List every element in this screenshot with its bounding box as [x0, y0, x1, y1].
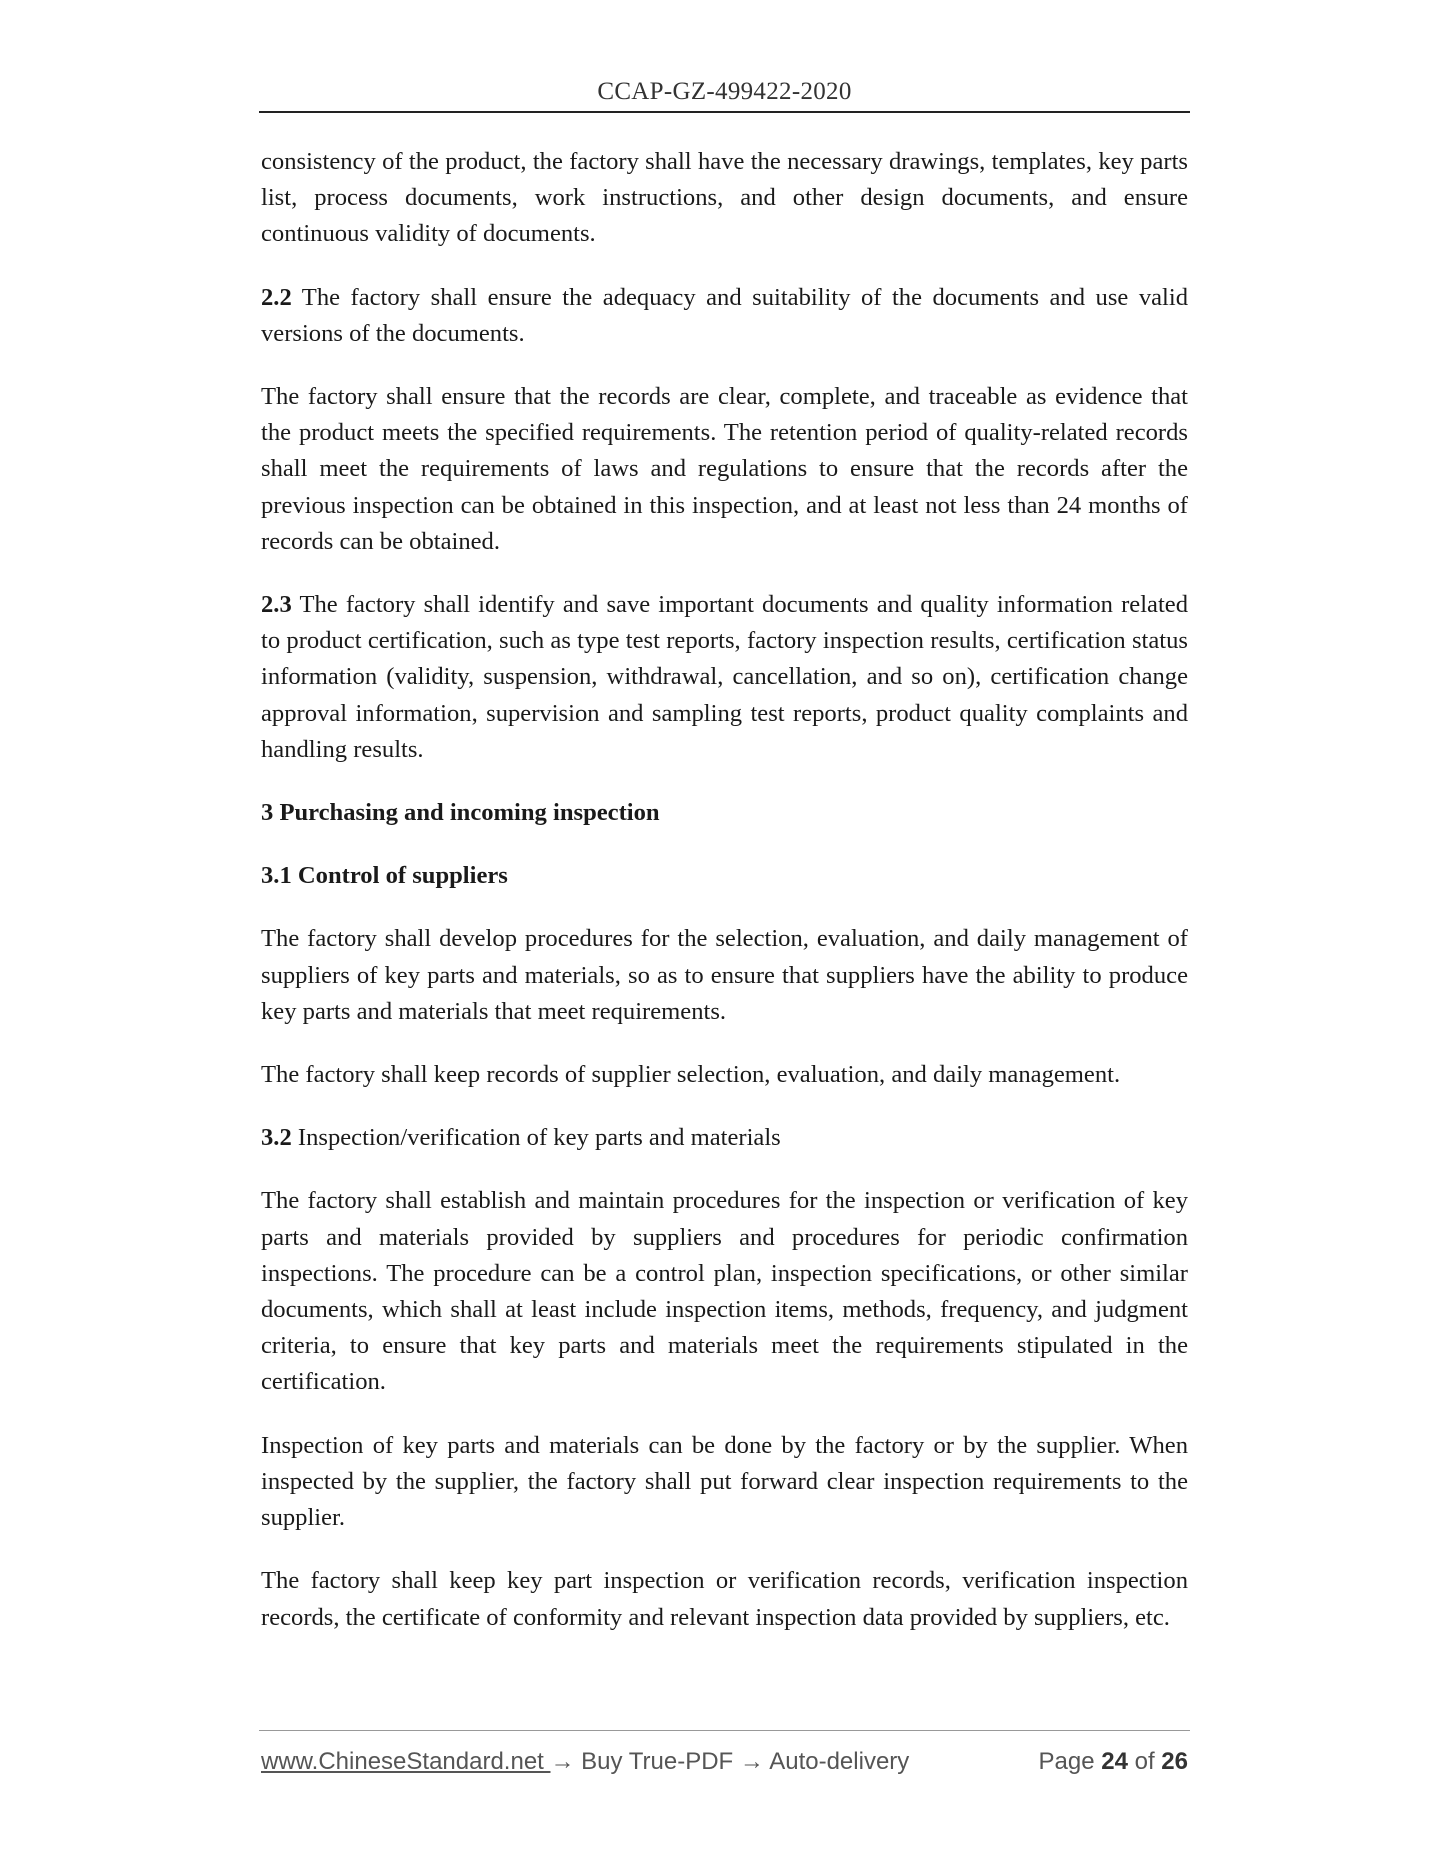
paragraph-inspection-procedures: The factory shall establish and maintain procedures for the inspection or verification of key parts and materials provided by suppliers and procedures for periodic confirmation inspections. The procedure can be a control plan, inspection specifications, or other similar documents, which shall at least include inspection items, methods, frequency, and judgment criteria, to ensure that key parts and materials meet the requirements stipulated in the certification. [261, 1187, 1188, 1396]
paragraph-inspection-by-supplier: Inspection of key parts and materials can be done by the factory or by the supplier. When inspected by the supplier, the factory shall put forward clear inspection requirements to the supplier. [261, 1431, 1188, 1532]
document-header: CCAP-GZ-499422-2020 [597, 78, 852, 105]
auto-delivery-text: Auto-delivery [763, 1748, 910, 1775]
header-divider [259, 111, 1190, 113]
clause-text: The factory shall identify and save important documents and quality information related to product certification, such as type test reports, factory inspection results, certification status information (validity, suspension, withdrawal, cancellation, and so on), certification change approval information, supervision and sampling test reports, product quality complaints and handling results. [261, 591, 1188, 763]
paragraph-3-2 [261, 1120, 1188, 1156]
paragraph-records: The factory shall ensure that the records are clear, complete, and traceable as evidence that the product meets the specified requirements. The retention period of quality-related records shall meet the requirements of laws and regulations to ensure that the records after the previous inspection can be obtained in this inspection, and at least not less than 24 months of records can be obtained. [261, 383, 1188, 555]
website-link[interactable]: www.ChineseStandard.net [261, 1748, 551, 1775]
clause-number: 2.2 [261, 283, 292, 311]
page-number [1039, 1748, 1188, 1776]
buy-pdf-text: Buy True-PDF [574, 1748, 740, 1775]
clause-text: The factory shall ensure the adequacy and suitability of the documents and use valid versions of the documents. [261, 283, 1188, 347]
section-heading-3-1: 3.1 Control of suppliers [261, 862, 508, 890]
paragraph-2-3 [261, 587, 1188, 768]
arrow-right-icon: → [550, 1748, 575, 1775]
paragraph-2-2 [261, 280, 1188, 352]
clause-number: 3.2 [261, 1124, 292, 1152]
footer-links [261, 1748, 909, 1776]
page-of: of [1127, 1748, 1162, 1775]
paragraph-inspection-records: The factory shall keep key part inspection or verification records, verification inspection records, the certificate of conformity and relevant inspection data provided by suppliers, etc. [261, 1567, 1188, 1631]
paragraph-continued: consistency of the product, the factory shall have the necessary drawings, templates, key parts list, process documents, work instructions, and other design documents, and ensure continuous validity of documents. [261, 148, 1188, 248]
page-total: 26 [1161, 1748, 1188, 1775]
clause-text: Inspection/verification of key parts and materials [291, 1124, 781, 1152]
section-heading-3: 3 Purchasing and incoming inspection [261, 799, 660, 827]
arrow-right-icon: → [739, 1748, 764, 1775]
page-current: 24 [1101, 1748, 1128, 1775]
paragraph-supplier-procedures: The factory shall develop procedures for the selection, evaluation, and daily management of suppliers of key parts and materials, so as to ensure that suppliers have the ability to produce key parts and materials that meet requirements. [261, 925, 1188, 1025]
page-label: Page [1038, 1748, 1102, 1775]
document-body [261, 144, 1188, 1663]
clause-number: 2.3 [261, 591, 292, 619]
footer-divider [259, 1730, 1190, 1731]
paragraph-supplier-records: The factory shall keep records of supplier selection, evaluation, and daily management. [261, 1061, 1121, 1089]
